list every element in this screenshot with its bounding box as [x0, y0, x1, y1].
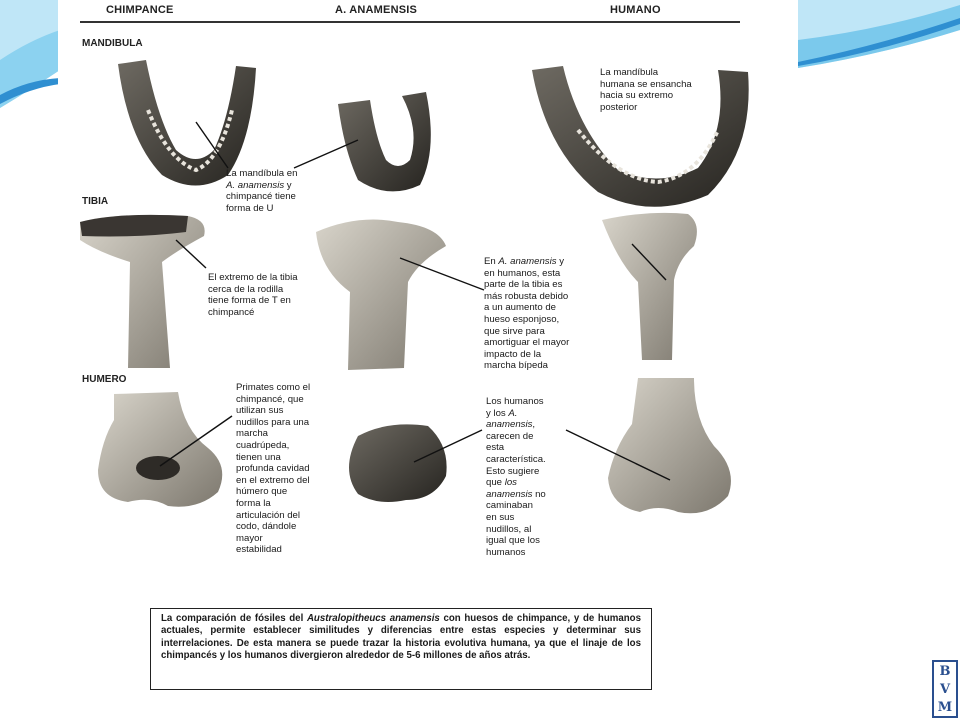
section-label-humero: HUMERO: [82, 374, 127, 385]
caption-humerus-p1: Los humanos y los: [486, 396, 544, 419]
chimp-mandible-image: [118, 60, 256, 186]
caption-robust-rest: en humanos, esta parte de la tibia es más robusta debido a un aumento de hueso esponjoso, que sirve para amortiguar el mayor impacto de la marcha bípeda: [484, 267, 570, 372]
chimp-humerus-image: [98, 392, 222, 507]
anamensis-mandible-image: [338, 92, 431, 191]
document-page: [58, 0, 798, 720]
caption-chimp-humerus: Primates como el chimpancé, que utilizan sus nudillos para una marcha cuadrúpeda, tienen una profunda cavidad en el extremo del húmero que forma la articulación del codo, dándole mayor estabilidad: [236, 382, 311, 556]
caption-u-shape-tail: y: [284, 179, 292, 191]
caption-robust-tibia: [484, 256, 600, 372]
caption-humerus-i3: los anamensis: [486, 477, 533, 500]
human-tibia-image: [602, 213, 697, 360]
caption-human-mandible: La mandíbula humana se ensancha hacia su extremo posterior: [600, 67, 692, 113]
caption-humerus-p2: , carecen de esta característica. Esto sugiere que: [486, 419, 546, 489]
caption-robust-italic: A. anamensis: [498, 256, 557, 267]
left-swoosh-decoration: [0, 0, 60, 108]
caption-u-shape-mandible: [226, 168, 346, 214]
chimp-tibia-image: [80, 215, 205, 368]
caption-humerus-p3: no caminaban en sus nudillos, al igual que los humanos: [486, 488, 546, 558]
column-header-chimpance: CHIMPANCE: [106, 4, 174, 16]
caption-human-humerus: [486, 396, 576, 558]
logo-letter-b: B: [939, 663, 951, 679]
anamensis-tibia-image: [316, 220, 446, 370]
human-humerus-image: [608, 378, 731, 513]
section-label-tibia: TIBIA: [82, 196, 109, 207]
right-swoosh-decoration: [798, 0, 960, 68]
caption-chimp-tibia: El extremo de la tibia cerca de la rodilla tiene forma de T en chimpancé: [208, 272, 298, 318]
logo-letter-v: V: [939, 681, 951, 697]
caption-u-shape-italic: A. anamensis: [226, 179, 285, 191]
anamensis-humerus-image: [349, 424, 447, 502]
caption-u-shape-line1: La mandíbula en: [226, 168, 298, 179]
summary-text-post: con huesos de chimpance, y de humanos actuales, permite establecer similitudes y diferencias entre estas especies y determinar sus interrelaciones. De esta manera se puede trazar la historia evolutiva humana, ya que el linaje de los chimpancés y los humanos divergieron alrededor de 5-6 millones de años atrás.: [161, 613, 641, 662]
summary-text-italic: Australopitheucs anamensis: [306, 613, 440, 624]
bvm-logo: [932, 660, 958, 718]
caption-u-shape-rest: chimpancé tiene forma de U: [226, 191, 296, 214]
caption-robust-pre: En: [484, 256, 499, 267]
summary-text-pre: La comparación de fósiles del: [161, 613, 307, 624]
column-header-anamensis: A. ANAMENSIS: [335, 4, 418, 16]
caption-robust-post: y: [556, 256, 564, 267]
section-label-mandibula: MANDIBULA: [82, 38, 143, 49]
logo-letter-m: M: [937, 699, 953, 715]
caption-humerus-i1: A.: [508, 407, 518, 419]
summary-box: [150, 608, 652, 690]
column-header-humano: HUMANO: [610, 4, 661, 16]
caption-humerus-i2: anamensis: [486, 419, 533, 431]
